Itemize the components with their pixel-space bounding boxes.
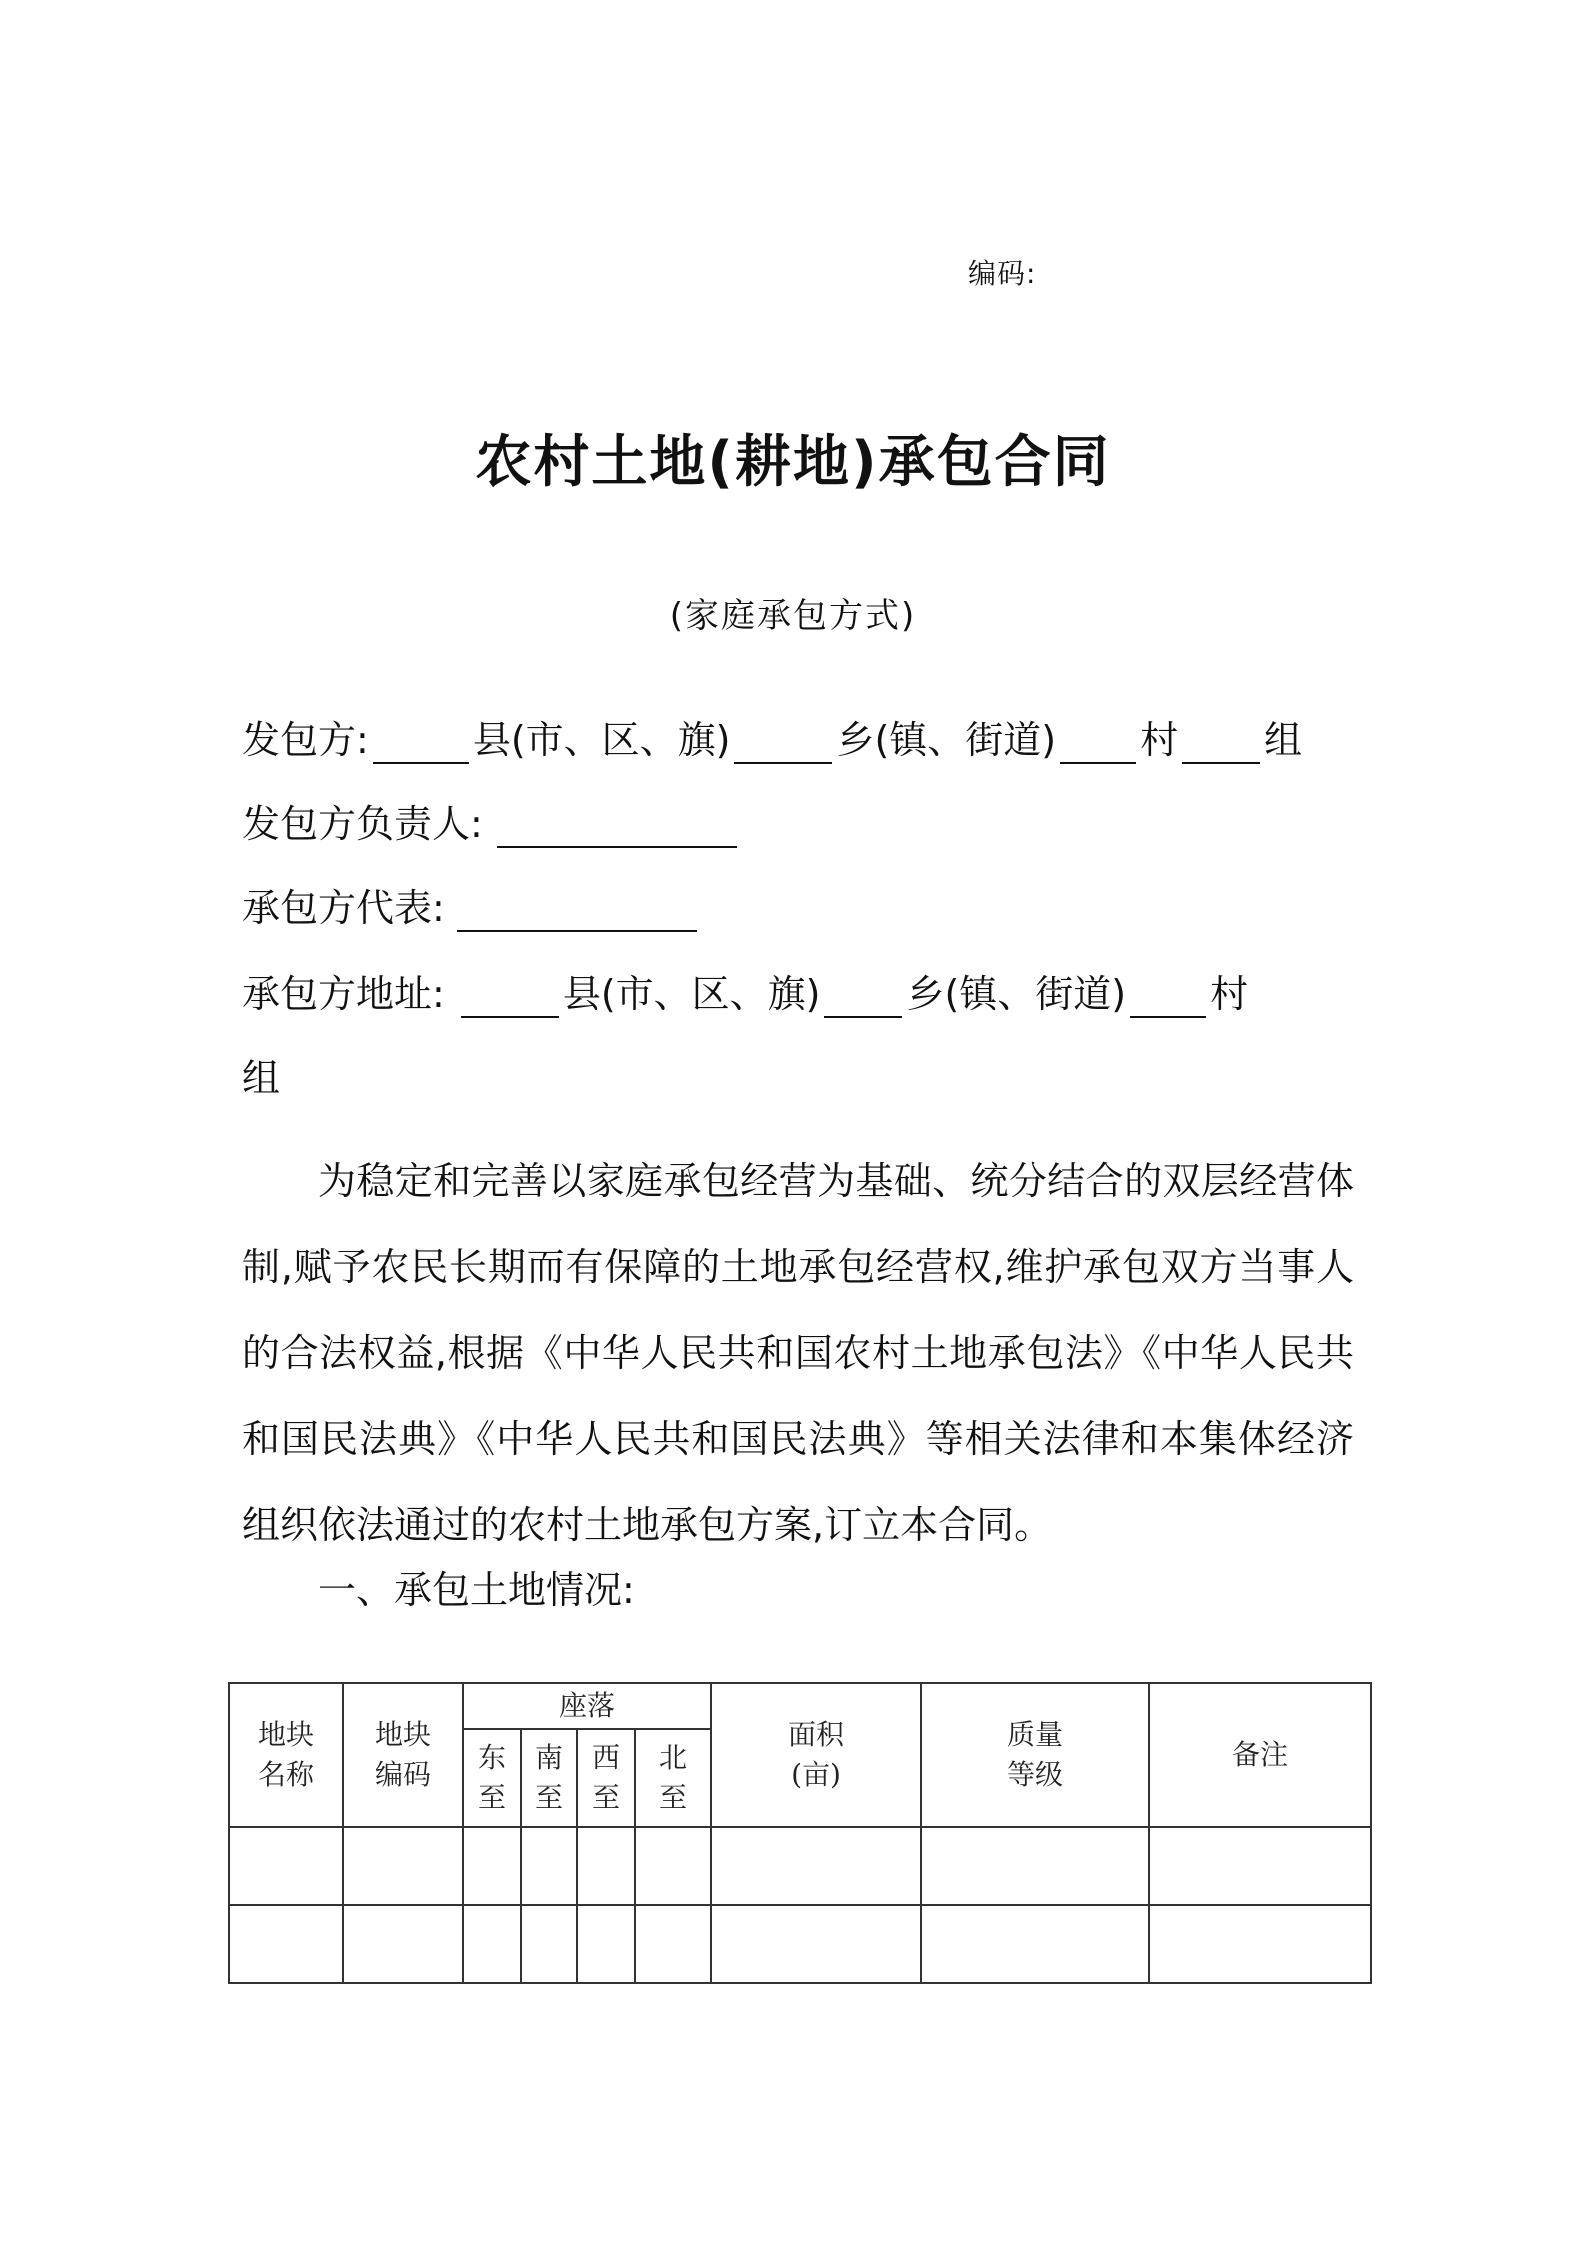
table-row	[229, 1905, 1371, 1983]
cell-south[interactable]	[521, 1905, 577, 1983]
header-plot-name: 地块 名称	[229, 1683, 343, 1827]
issuer-head-line	[242, 800, 1352, 848]
table-row	[229, 1827, 1371, 1905]
contractor-township-label: 乡(镇、街道)	[906, 972, 1127, 1016]
page-title: 农村土地(耕地)承包合同	[475, 430, 1111, 495]
header-east: 东 至	[463, 1729, 521, 1827]
header-area: 面积 (亩)	[711, 1683, 921, 1827]
cell-north[interactable]	[635, 1827, 711, 1905]
contractor-rep-blank[interactable]	[457, 886, 697, 932]
cell-east[interactable]	[463, 1905, 521, 1983]
page-subtitle: (家庭承包方式)	[669, 596, 917, 636]
contractor-township-blank[interactable]	[824, 972, 902, 1018]
contractor-address-line	[242, 970, 1352, 1018]
cell-west[interactable]	[577, 1905, 635, 1983]
cell-plot-name[interactable]	[229, 1827, 343, 1905]
document-code	[968, 252, 1036, 292]
cell-area[interactable]	[711, 1827, 921, 1905]
contractor-rep-line	[242, 884, 1352, 932]
issuer-township-blank[interactable]	[734, 718, 832, 764]
cell-north[interactable]	[635, 1905, 711, 1983]
issuer-county-blank[interactable]	[373, 718, 469, 764]
issuer-group-blank[interactable]	[1182, 718, 1260, 764]
contractor-address-line-2	[242, 1054, 1352, 1102]
header-south: 南 至	[521, 1729, 577, 1827]
issuer-head-blank[interactable]	[497, 802, 737, 848]
cell-west[interactable]	[577, 1827, 635, 1905]
contractor-village-label: 村	[1210, 972, 1249, 1016]
contractor-county-label: 县(市、区、旗)	[562, 972, 821, 1016]
issuer-village-label: 村	[1140, 718, 1179, 762]
issuer-group-label: 组	[1264, 718, 1303, 762]
header-north: 北 至	[635, 1729, 711, 1827]
issuer-township-label: 乡(镇、街道)	[836, 718, 1057, 762]
contractor-village-blank[interactable]	[1130, 972, 1206, 1018]
header-plot-code: 地块 编码	[343, 1683, 463, 1827]
cell-remarks[interactable]	[1149, 1827, 1371, 1905]
header-west: 西 至	[577, 1729, 635, 1827]
cell-east[interactable]	[463, 1827, 521, 1905]
header-remarks: 备注	[1149, 1683, 1371, 1827]
document-code-label: 编码:	[968, 257, 1037, 290]
header-location: 座落	[463, 1683, 711, 1729]
cell-remarks[interactable]	[1149, 1905, 1371, 1983]
contractor-address-label: 承包方地址:	[242, 972, 445, 1016]
issuer-village-blank[interactable]	[1060, 718, 1136, 764]
header-quality: 质量 等级	[921, 1683, 1149, 1827]
issuer-label: 发包方:	[242, 718, 369, 762]
issuer-head-label: 发包方负责人:	[242, 802, 483, 846]
section-1-heading: 一、承包土地情况:	[318, 1568, 635, 1612]
contractor-group-label: 组	[242, 1056, 281, 1100]
cell-plot-code[interactable]	[343, 1827, 463, 1905]
cell-quality[interactable]	[921, 1905, 1149, 1983]
issuer-county-label: 县(市、区、旗)	[472, 718, 731, 762]
contractor-rep-label: 承包方代表:	[242, 886, 445, 930]
issuer-line	[242, 716, 1352, 764]
cell-quality[interactable]	[921, 1827, 1149, 1905]
cell-plot-code[interactable]	[343, 1905, 463, 1983]
land-table	[228, 1682, 1372, 1984]
cell-south[interactable]	[521, 1827, 577, 1905]
preamble-paragraph: 为稳定和完善以家庭承包经营为基础、统分结合的双层经营体制,赋予农民长期而有保障的土地承包经营权,维护承包双方当事人的合法权益,根据《中华人民共和国农村土地承包法》《中华人民共和国民法典》《中华人民共和国民法典》等相关法律和本集体经济组织依法通过的农村土地承包方案,订立本合同。	[242, 1159, 1354, 1547]
cell-area[interactable]	[711, 1905, 921, 1983]
contractor-county-blank[interactable]	[461, 972, 559, 1018]
cell-plot-name[interactable]	[229, 1905, 343, 1983]
